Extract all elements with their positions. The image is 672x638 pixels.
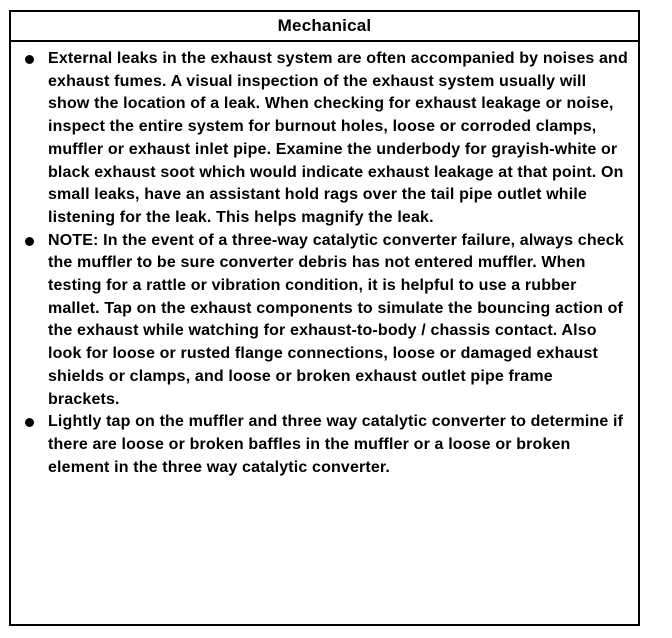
bullet-dot-icon <box>25 55 34 64</box>
list-item-text: External leaks in the exhaust system are often accompanied by noises and exhaust fumes. A visual inspection of the exhaust system usually will show the location of a leak. When checking for exhaust leakage or noise, inspect the entire system for burnout holes, loose or corroded clamps, muffler or exhaust inlet pipe. Examine the underbody for grayish-white or black exhaust soot which would indicate exhaust leakage at that point. On small leaks, have an assistant hold rags over the tail pipe outlet while listening for the leak. This helps magnify the leak. <box>48 50 628 226</box>
bullet-list <box>11 42 638 479</box>
list-item-text: NOTE: In the event of a three-way catalytic converter failure, always check the muffler to be sure converter debris has not entered muffler. When testing for a rattle or vibration condition, it is helpful to use a rubber mallet. Tap on the exhaust components to simulate the bouncing action of the exhaust while watching for exhaust-to-body / chassis contact. Also look for loose or rusted flange connections, loose or damaged exhaust shields or clamps, and loose or broken exhaust outlet pipe frame brackets. <box>48 231 624 408</box>
document-box <box>9 10 640 626</box>
list-item-text: Lightly tap on the muffler and three way catalytic converter to determine if there are loose or broken baffles in the muffler or a loose or broken element in the three way catalytic converter. <box>48 413 624 476</box>
section-title: Mechanical <box>277 16 372 35</box>
section-header <box>11 12 638 42</box>
list-item <box>25 48 628 230</box>
bullet-dot-icon <box>25 418 34 427</box>
list-item <box>25 411 628 479</box>
bullet-dot-icon <box>25 237 34 246</box>
list-item <box>25 230 628 412</box>
